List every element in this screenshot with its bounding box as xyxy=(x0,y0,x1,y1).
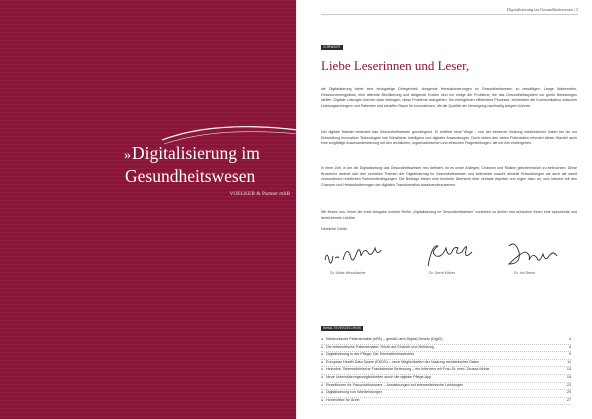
header-rule xyxy=(321,14,578,15)
bullet-icon: ► xyxy=(321,337,324,341)
toc-entry-page: 15 xyxy=(566,374,571,379)
signature-block xyxy=(321,238,577,278)
toc-entry[interactable] xyxy=(321,383,571,391)
toc-entry-title: Digitalisierung in der Pflege: Die Telematikinfrastruktur xyxy=(326,352,415,357)
toc-entry-page: 27 xyxy=(566,397,571,402)
cover-title xyxy=(124,143,294,186)
signatory-name: Dr. Gerrit Kötzer xyxy=(429,271,455,275)
toc-entry-page: 11 xyxy=(567,359,571,364)
body-paragraph: Wir freuen uns, Ihnen die erste Ausgabe unserer Reihe „Digitalisierung im Gesundheitswesen“ vorstellen zu dürfen und wünschen Ihnen eine spannende und bereichernde Lektüre. xyxy=(321,210,577,220)
table-of-contents xyxy=(321,337,571,405)
body-paragraph: In einer Zeit, in der die Digitalisierung das Gesundheitswesen neu definiert, ist es unser Anliegen, Chancen und Risiken gleichermaßen zu beleuchten. Diese Broschüre widmet sich den zentralen Themen der Digitalisierung im Gesundheitswesen und beleuchtet sowohl aktuelle Entwicklungen als auch die damit verbundenen rechtlichen Rahmenbedingungen. Die Beiträge bieten eine fundierte Übersicht über zentrale Aspekte und regen dazu an, sich intensiv mit den Chancen und Herausforderungen der digitalen Transformation auseinanderzusetzen. xyxy=(321,166,577,187)
greeting-heading: Liebe Leserinnen und Leser, xyxy=(321,58,470,73)
cover-title-line2: Gesundheitswesen xyxy=(125,166,256,186)
bullet-icon: ► xyxy=(321,344,324,349)
signature-koetzer xyxy=(416,238,486,272)
toc-entry[interactable] xyxy=(321,367,571,375)
section-tag-inhaltsverzeichnis: INHALTSVERZEICHNIS xyxy=(323,326,362,330)
toc-entry-title: Heimdos: Telemedizinische Fraudstrecke Betreuung – ein Interview mit Frau Dr. med. Zsuzsa Mohle xyxy=(326,367,490,372)
bullet-icon: ► xyxy=(321,374,324,379)
toc-entry[interactable] xyxy=(321,345,571,353)
signatory-name: Dr. Irol Demir xyxy=(514,271,536,275)
bullet-icon: ► xyxy=(321,397,324,402)
toc-entry-title: Elektronische Patientenakte (ePA) – gemäß dem Digital-Gesetz (DigiG) xyxy=(326,337,443,341)
toc-entry-title: European Health Data Space (EHDS) – neue Möglichkeiten der Nutzung medizinischer Daten xyxy=(326,359,480,364)
bullet-icon: ► xyxy=(321,382,324,387)
toc-entry-page: 23 xyxy=(566,382,571,387)
signature-wrocklacher xyxy=(321,238,391,272)
toc-entry-title: Neue Unterstützungsmöglichkeiten durch die digitale Pflege-App xyxy=(326,374,432,379)
bullet-icon: ► xyxy=(321,367,324,372)
toc-entry[interactable] xyxy=(321,390,571,398)
toc-entry-page: 6 xyxy=(568,344,571,349)
toc-entry-title: Homeoffice für Ärzte xyxy=(326,397,360,402)
toc-entry[interactable] xyxy=(321,375,571,383)
bullet-icon: ► xyxy=(321,390,324,395)
toc-entry[interactable] xyxy=(321,337,571,345)
toc-entry-title: Die telekinetische Patientenakte: Recht auf Einsicht und Befüllung xyxy=(326,344,434,349)
chevron-right-icon: » xyxy=(124,148,131,163)
bullet-icon: ► xyxy=(321,359,324,364)
bullet-icon: ► xyxy=(321,352,324,357)
toc-entry-page: 13 xyxy=(566,367,571,372)
toc-entry-page: 4 xyxy=(568,337,571,341)
section-tag-vorwort: VORWORT xyxy=(323,45,341,49)
toc-entry[interactable] xyxy=(321,398,571,406)
cover-title-line1: Digitalisierung im xyxy=(132,143,260,163)
toc-entry-title: Digitalisierung von Wahlleistungen xyxy=(326,390,383,395)
signature-demir xyxy=(501,238,571,272)
toc-entry-page: 9 xyxy=(568,352,571,357)
running-head: Digitalisierung im Gesundheitswesen | 3 xyxy=(506,7,578,12)
toc-entry[interactable] xyxy=(321,360,571,368)
toc-entry-page: 25 xyxy=(566,390,571,395)
cover-publisher: VOELKER & Partner mbB xyxy=(229,191,290,197)
signatory-name: Dr. Ulrike Wrocklacher xyxy=(330,271,366,275)
content-page xyxy=(297,0,592,419)
body-paragraph: die Digitalisierung bietet eine einzigartige Gelegenheit, dringende Herausforderungen im Gesundheitswesen zu bewältigen. Lange Wartezeiten, Ressourcenengpässe, eine alternde Bevölkerung und steigende Kosten sind nur einige der Probleme, die das Gesundheitssystem vor große Belastungen stellen. Digitale Lösungen können dazu beitragen, diese Probleme anzugehen. Sie ermöglichen effizientere Prozesse, verbessern die Kommunikation zwischen Leistungserbringern und Patienten und schaffen Raum für Innovationen, die die Qualität der Versorgung nachhaltig steigern können. xyxy=(321,87,577,108)
body-paragraph: Der digitale Wandel verändert das Gesundheitswesen grundlegend. Er eröffnet neue Wege – von der besseren Nutzung medizinischer Daten bis hin zur Entwicklung innovativer Technologien wie Künstlicher Intelligenz und digitaler Anwendungen. Doch neben den vielen Potenzialen erfordert dieser Wandel auch eine sorgfältige Auseinandersetzung mit den rechtlichen, organisatorischen und ethischen Fragestellungen, die mit ihm einhergehen. xyxy=(321,130,577,146)
closing-salutation: Herzliche Grüße xyxy=(321,227,348,231)
toc-entry[interactable] xyxy=(321,352,571,360)
toc-entry-title: Rezeiltionen für Pauschalhonorare – Auswirkungen auf telemedizinische Leistungen xyxy=(326,382,464,387)
